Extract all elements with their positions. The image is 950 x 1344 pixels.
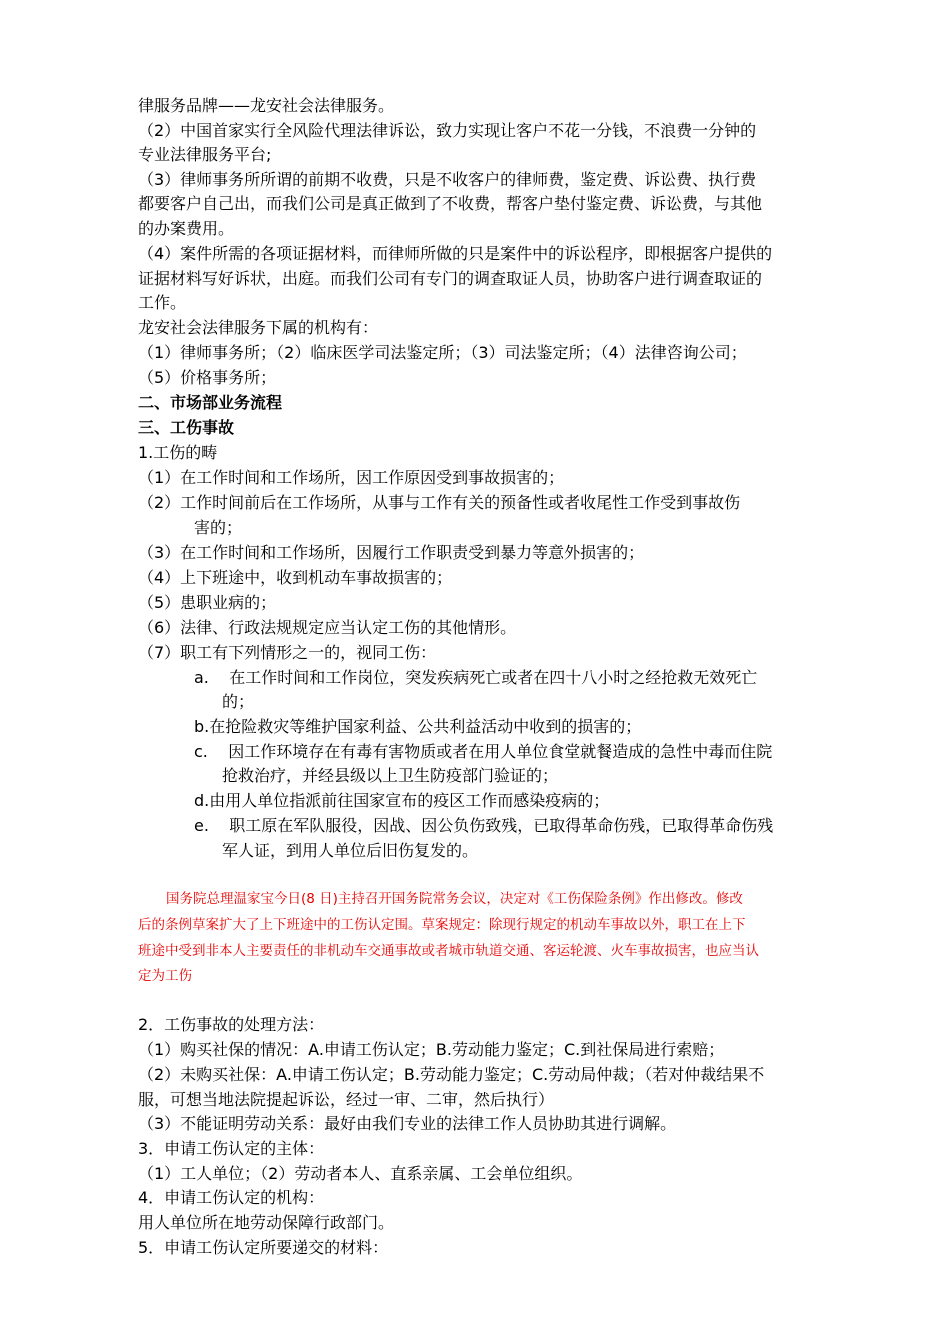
sub-list-item: d.由用人单位指派前往国家宣布的疫区工作而感染疫病的；	[194, 791, 610, 810]
paragraph-line: 都要客户自己出，而我们公司是真正做到了不收费，帮客户垫付鉴定费、诉讼费，与其他	[138, 194, 763, 213]
news-notice-line: 班途中受到非本人主要责任的非机动车交通事故或者城市轨道交通、客运轮渡、火车事故损害，也应当认	[138, 943, 759, 959]
paragraph-line: 工作。	[138, 293, 187, 312]
paragraph-line: （3）律师事务所所谓的前期不收费，只是不收客户的律师费，鉴定费、诉讼费、执行费	[138, 170, 757, 189]
list-item: （7）职工有下列情形之一的，视同工伤：	[138, 643, 437, 662]
paragraph-line: 的办案费用。	[138, 219, 235, 238]
sub-list-item-continuation: 抢救治疗，并经县级以上卫生防疫部门验证的；	[222, 766, 559, 785]
paragraph-line: 证据材料写好诉状，出庭。而我们公司有专门的调查取证人员，协助客户进行调查取证的	[138, 269, 763, 288]
sub-list-item: e. 职工原在军队服役，因战、因公负伤致残，已取得革命伤残，已取得革命伤残	[194, 816, 774, 835]
sub-list-item: a. 在工作时间和工作岗位，突发疾病死亡或者在四十八小时之经抢救无效死亡	[194, 668, 758, 687]
news-notice-line: 国务院总理温家宝今日(8 日)主持召开国务院常务会议，决定对《工伤保险条例》作出修改。修改	[166, 891, 743, 907]
sub-list-item: c. 因工作环境存在有毒有害物质或者在用人单位食堂就餐造成的急性中毒而住院	[194, 742, 773, 761]
paragraph-line: （4）案件所需的各项证据材料，而律师所做的只是案件中的诉讼程序，即根据客户提供的	[138, 244, 773, 263]
paragraph-line: 专业法律服务平台;	[138, 145, 272, 164]
paragraph-line: （1）律师事务所；（2）临床医学司法鉴定所；（3）司法鉴定所；（4）法律咨询公司；	[138, 343, 747, 362]
subsection-title: 1.工伤的畴	[138, 443, 218, 462]
list-item: （1）在工作时间和工作场所，因工作原因受到事故损害的；	[138, 468, 565, 487]
list-item: （1）购买社保的情况：A.申请工伤认定；B.劳动能力鉴定；C.到社保局进行索赔；	[138, 1040, 725, 1059]
sub-list-item-continuation: 的；	[222, 692, 255, 711]
list-item-continuation: 害的；	[194, 518, 243, 537]
list-item-continuation: 服，可想当地法院提起诉讼，经过一审、二审，然后执行）	[138, 1090, 555, 1109]
section-heading: 三、工伤事故	[138, 418, 235, 437]
paragraph-line: 用人单位所在地劳动保障行政部门。	[138, 1213, 395, 1232]
news-notice-line: 定为工伤	[138, 968, 192, 984]
list-item: （2）未购买社保：A.申请工伤认定；B.劳动能力鉴定；C.劳动局仲裁；（若对仲裁结果不	[138, 1065, 765, 1084]
list-item: （1）工人单位；（2）劳动者本人、直系亲属、工会单位组织。	[138, 1164, 583, 1183]
paragraph-line: （5）价格事务所；	[138, 368, 277, 387]
list-item: （3）在工作时间和工作场所，因履行工作职责受到暴力等意外损害的；	[138, 543, 645, 562]
section-heading: 二、市场部业务流程	[138, 393, 283, 412]
subsection-title: 4．申请工伤认定的机构：	[138, 1188, 325, 1207]
paragraph-line: （2）中国首家实行全风险代理法律诉讼，致力实现让客户不花一分钱，不浪费一分钟的	[138, 121, 757, 140]
list-item: （2）工作时间前后在工作场所，从事与工作有关的预备性或者收尾性工作受到事故伤	[138, 493, 741, 512]
paragraph-line: 龙安社会法律服务下属的机构有：	[138, 318, 379, 337]
paragraph-line: 律服务品牌——龙安社会法律服务。	[138, 96, 395, 115]
list-item: （5）患职业病的；	[138, 593, 277, 612]
list-item: （3）不能证明劳动关系：最好由我们专业的法律工作人员协助其进行调解。	[138, 1114, 677, 1133]
subsection-title: 2．工伤事故的处理方法：	[138, 1015, 325, 1034]
sub-list-item-continuation: 军人证，到用人单位后旧伤复发的。	[222, 841, 479, 860]
news-notice-line: 后的条例草案扩大了上下班途中的工伤认定围。草案规定：除现行规定的机动车事故以外，职工在上下	[138, 917, 746, 933]
subsection-title: 3．申请工伤认定的主体：	[138, 1139, 325, 1158]
list-item: （6）法律、行政法规规定应当认定工伤的其他情形。	[138, 618, 517, 637]
list-item: （4）上下班途中，收到机动车事故损害的；	[138, 568, 453, 587]
subsection-title: 5．申请工伤认定所要递交的材料：	[138, 1238, 389, 1257]
sub-list-item: b.在抢险救灾等维护国家利益、公共利益活动中收到的损害的；	[194, 717, 642, 736]
